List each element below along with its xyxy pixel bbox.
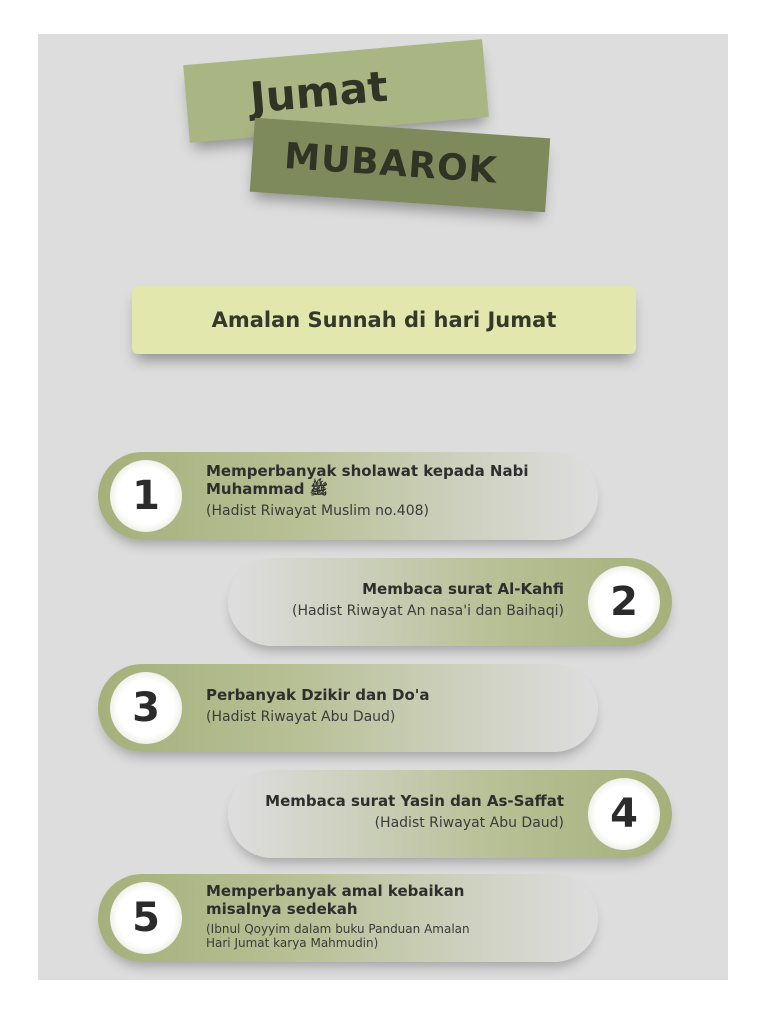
number-badge: 4 bbox=[588, 778, 660, 850]
sunnah-item-3 bbox=[98, 664, 598, 752]
item-source: (Hadist Riwayat Muslim no.408) bbox=[206, 503, 429, 519]
item-text bbox=[292, 580, 564, 620]
item-source: (Hadist Riwayat Abu Daud) bbox=[206, 709, 396, 725]
title-banner-mubarok bbox=[250, 118, 550, 212]
item-title: Perbanyak Dzikir dan Do'a bbox=[206, 686, 430, 704]
number-badge: 1 bbox=[110, 460, 182, 532]
sunnah-item-2 bbox=[228, 558, 672, 646]
number-badge: 3 bbox=[110, 672, 182, 744]
subtitle-text: Amalan Sunnah di hari Jumat bbox=[211, 308, 557, 332]
item-source: (Ibnul Qoyyim dalam buku Panduan Amalan Hari Jumat karya Mahmudin) bbox=[206, 922, 470, 950]
item-text bbox=[206, 882, 470, 950]
item-text bbox=[206, 686, 430, 726]
item-text bbox=[206, 462, 528, 520]
title-jumat: Jumat bbox=[248, 61, 390, 123]
sunnah-item-4 bbox=[228, 770, 672, 858]
item-title: Membaca surat Al-Kahfi bbox=[362, 580, 564, 598]
sunnah-item-5 bbox=[98, 874, 598, 962]
sunnah-item-1 bbox=[98, 452, 598, 540]
item-text bbox=[265, 792, 564, 832]
number-badge: 5 bbox=[110, 882, 182, 954]
title-mubarok: MUBAROK bbox=[282, 135, 499, 192]
poster bbox=[38, 34, 728, 980]
number-badge: 2 bbox=[588, 566, 660, 638]
subtitle-bar bbox=[132, 286, 636, 354]
item-source: (Hadist Riwayat An nasa'i dan Baihaqi) bbox=[292, 603, 564, 619]
item-title: Memperbanyak sholawat kepada Nabi Muhammad ﷺ bbox=[206, 462, 529, 498]
item-title: Membaca surat Yasin dan As-Saffat bbox=[265, 792, 564, 810]
item-source: (Hadist Riwayat Abu Daud) bbox=[374, 815, 564, 831]
item-title: Memperbanyak amal kebaikan misalnya sedekah bbox=[206, 882, 465, 918]
